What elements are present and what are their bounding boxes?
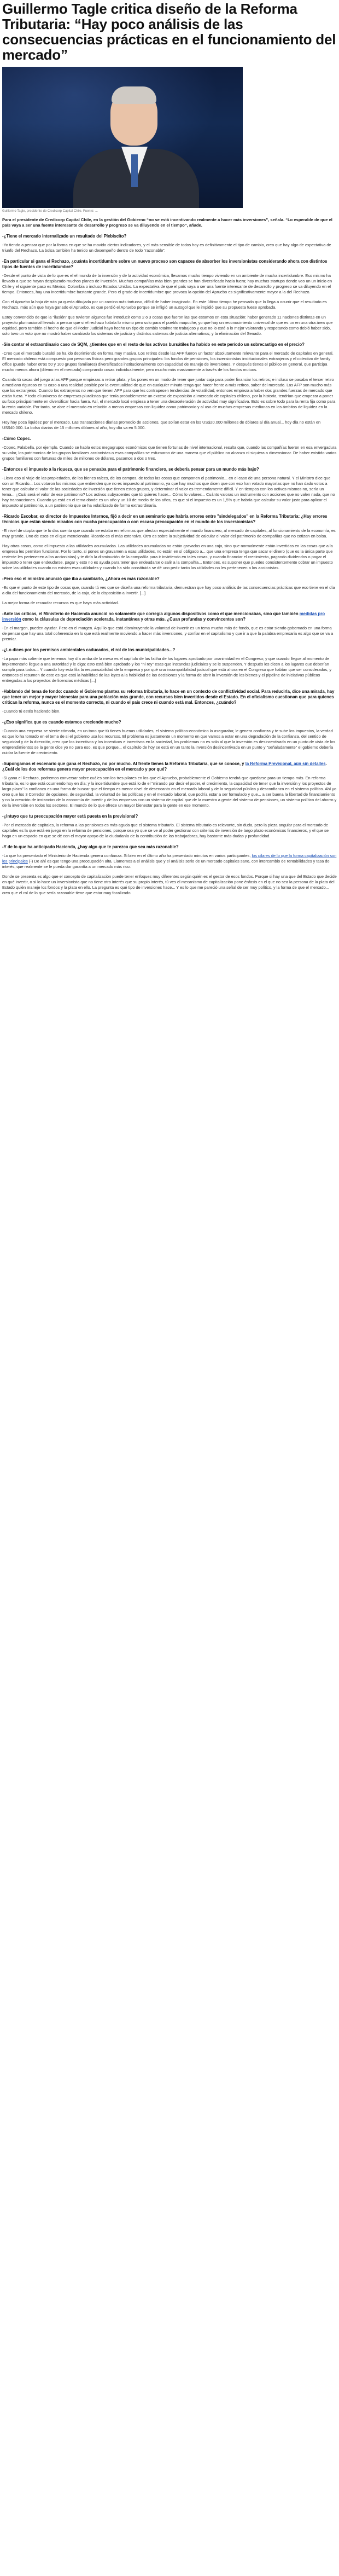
question: -Cómo Copec. [2, 436, 31, 441]
question: -Ante las críticas, el Ministerio de Hacienda anunció no solamente que corregía algunos dispositivos como el que mencionabas, sino que también medidas pro inversión como la cláusulas de depreciación acelerada, instantánea y otras más. ¿Cuan profundas y convincentes son? [2, 611, 325, 622]
answer-paragraph: -Cuando tú estés haciendo bien. [2, 709, 61, 714]
qa-section [2, 234, 337, 896]
question: -En particular si gana el Rechazo, ¿cuánta incertidumbre sobre un nuevo proceso son capaces de absorber los inversionistas considerando ahora con distintos tipos de fuentes de incertidumbre? [2, 259, 328, 269]
question: -Sin contar el extraordinario caso de SQM, ¿tiemtes que en el resto de los activos bursátiles ha habido en este período un sobrecastigo en el precio? [2, 342, 305, 347]
answer-paragraph: -Yo tiendo a pensar que por la forma en que se ha movido ciertos indicadores, y el más sensible de todos hoy es definitivamente el tipo de cambio, creo que hay algo de expectativa de triunfo del Rechazo. La bolsa también ha tenido un desempeño dentro de todo “razonable”. [2, 242, 331, 253]
answer-paragraph: Hay otras cosas, como el impuesto a las utilidades acumuladas. Las utilidades acumuladas no están gravadas en una caja, sino que normalmente están invertidas en las cosas que a la empresa les permiten funcionar. Por lo tanto, si pones un gravamen a esas utilidades, no están en sí obligado a... que una empresa tenga que sacar el dinero (que es la única parte que reviente les pertenecen a los accionistas) y te diría la disminución de la compañía para ir invirtiendo en tales cosas, y cuando financiar el crecimiento, pagando dividendos o pagar el impuesto o tener que endeudarse, pagar y esto no es ayuda para tener que endeudarse o salir a la compañía... Entonces, es suponer que puedes consistentemente cobrar un impuesto sobre las utilidades cuando no existen esas utilidades y cuando ha sido constituida se dé uno pedir tanto las utilidades no les pertenecen a los accionistas. [2, 543, 333, 570]
photo-tie [131, 154, 138, 187]
answer-paragraph: -Lleva eso al viaje de las propiedades, de los bienes raíces, de los campos, de todas las cosas que componen el patrimonio... en el caso de una persona natural. Y el Ministro dice que con un Ricardo... Los votaron los mismos que entienden que no es impuesto al patrimonio, ya que hay muchos que dicen que con eso han votado mayorías que no han dado votos a tener que calcular el valor de las sociedades de inversión que tienen estos grupos, y determinar el valor es tremendamente difícil. Y en tiempos con los activos mismos no, sería un tema... ¿Cuál será el valor de ese patrimonio? Los activos subyacentes que tú quieres hacer... Cómo lo valores... Cuánto valoras un instrumento con acciones que no valen nada, que no hay transacciones. Cuando ya está en el tema dónde es un año y un 10 de medio de los años, es que si el impuesto es un 1,5% que habría que calcular su valor justo para aplicar el impuesto al patrimonio, a un patrimonio que se ha volatilizado de forma extraordinaria. [2, 476, 335, 508]
answer-paragraph: -Si gana el Rechazo, podremos conversar sobre cuáles son los tres pilares en los que el Apruebo, probablemente el Gobierno tendrá que quedarse para un tiempo más. En reforma tributaria, es lo que está ocurriendo hoy en día; y la incertidumbre que está lo de el "mirando por decir el poder, el crecimiento, la capacidad de tener que la inversión y los proyectos de largo plazo" la confianza es una forma de buscar que el tiempo es menor nivel de desencanto en el mercado laboral y de la seguridad pública y desconfianza en el sistema político. Ahí yo creo que los 3 Corredor de opciones, de seguridad, la voluntad de las políticas y en el mercado laboral, que podría estar a ser formulado y que... a ser buena la libertad de financiamiento y no la creación de instancias de la economía de invertir y de las empresas con un sistema de capital que de la muestra a gente del sistema de pensiones, un sistema político del ahorro y de la inversión en todos los sectores. El mundo de lo que ofrece un mayor bienestar para la gente en ese momento. [2, 775, 337, 808]
question: -Pero eso el ministro anunció que iba a cambiarlo, ¿Ahora es más razonable? [2, 576, 160, 581]
answer-paragraph: Cuando tú sacas del juego a las AFP porque empiezas a retirar plata, y los pones en un modo de tener que juntar caja para poder financiar los retiros; e incluso se pasaba el tercer retiro a mediano riguroso en tu caso a una realidad posible por la eventualidad de que en cualquier minuto tenga que hacer frente a más retiros, saber del mercado. Las AFP son mucho más que los extranjeros. Cuando los extranjeros no ven que tienen AFP para que les contrapesen tendencias de volatilidad, entonces empieza a haber dos grandes fuerzas de mercado que están fuera. Y todo el universo de empresas pluralistas que tenía probablemente un exceso de exposición al mercado de capitales chileno, por la historia, tendrían que empezar a poner su foco principalmente en diversificar hacia fuera. Así, el mercado local empieza a tener una desaceleración de actividad muy significativa. Esto es sobre todo para la renta fija como para la renta variable. Por tanto, se abre el mercado en relación a menos empresas con liquidez como patrimonio y al uso de muchas empresas medianas en los ámbitos de liquidez en la mercado chileno. [2, 377, 336, 415]
article-lead: Para el presidente de Credicorp Capital Chile, en la gestión del Gobierno “no se está incentivando realmente a hacer más inversiones”, señala. “Lo esperable de que el país vaya a ser una fuente interesante de desarrollo y progreso se va diluyendo en el tiempo”, añade. [2, 217, 332, 228]
question: -Ricardo Escobar, ex director de Impuestos Internos, fijó a decir en un seminario que habría errores entre "sindelegados" en la Reforma Tributaria: ¿Hay errores técnicos que están siendo mirados con mucha preocupación o con escasa preocupación en el mundo de los inversionistas? [2, 514, 328, 524]
answer-paragraph: -Copec, Falabella, por ejemplo. Cuando se habla estos megagrupos económicos que tienen fortunas de nivel internacional, resulta que, cuando las compañías fueron en esa envergadura su valor, los patrimonios de los grupos familiares accionistas o esas compañías se esfumaron de una manera que el público no alcanza ni siquiera a dimensionar. De haber existido varios grupos familiares con fortunas de miles de millones de dólares, pasamos a dos o tres. [2, 445, 337, 461]
inline-link[interactable]: la Reforma Previsional, aún sin detalles [245, 761, 326, 766]
question: -¿Intuyo que tu preocupación mayor está puesta en la previsional? [2, 814, 138, 819]
answer-paragraph: Estoy convencido de que la “ilusión” que tuvieron algunos fue introducir como 2 o 3 cosas que fueron las que estamos en esta situación: haber generado 11 naciones distintas en un proyecto plurinacional llevado a pensar que si el rechazo habría lo mismo pero solo para el pueblo mapuche, yo que hay un reconocimiento universal de que es un en una otra área que equidad, pero también el hecho de que el Poder Judicial haya hecho un tipo de cambio totalmente trabajoso y que no lo esté a lo mejor valorando y respetando como debió haber sido, solo tuvo un voto que no mostró haber cambiado los sistemas de justicia y distintos sistemas de justicia alternativos; y la eliminación del Senado. [2, 315, 333, 336]
article-photo [2, 67, 243, 208]
answer-paragraph: -Creo que el mercado bursátil se ha ido deprimiendo en forma muy masiva. Los retiros desde las AFP fueron un factor absolutamente relevante para el mercado de capitales en general. El mercado chileno está compuesto por personas físicas pero grandes grupos principales: los fondos de pensiones, los inversionistas institucionales extranjeros y el colectivo de family office (puede haber otros 50 y 100 grupos familiares) diversificados institucionalmente con capacidad de manejo de inversiones. Y después tienes el público en general, que participa mucho menos ahora (dilemo en el mercado) comprando cosas individualmente, pero mucho más masivamente a través de los fondos mutuos. [2, 351, 334, 372]
question: -Entonces el impuesto a la riqueza, que se pensaba para el patrimonio financiero, se debería pensar para un mundo más bajo? [2, 467, 259, 472]
inline-link[interactable]: medidas pro inversión [2, 611, 325, 622]
photo-hair [112, 86, 156, 104]
inline-link[interactable]: los pilares de lo que la forma capitalización son los principales [2, 853, 337, 864]
question: -Supongamos el escenario que gana el Rechazo, no por mucho. Al frente tienes la Reforma Tributaria, que se conoce, y la Reforma Previsional, aún sin detalles. ¿Cuál de los dos reformas genera mayor preocupación en el mercado y por qué? [2, 761, 327, 772]
answer-paragraph: -Por el mercado de capitales, la reforma a las pensiones es más aguda que el sistema tributario. El sistema tributario es relevante, sin duda, pero la pieza angular para el mercado de capitales es la que está en juego en la reforma de pensiones, porque sea yo que se ve al poder gestionar con criterios de inversión de largo plazo económicos financieros, y el que se haga en un espacio en que se dé con el mayor apoyo de la ciudadanía de la contribución de las trabajadoras, hay bastante más dudas y profundidad. [2, 823, 329, 838]
article-title: Guillermo Tagle critica diseño de la Reforma Tributaria: “Hay poco análisis de las consecuencias prácticas en el funcionamiento del mercado” [2, 1, 336, 63]
photo-caption: Guillermo Tagle, presidente de Credicorp Capital Chile. Fuente: ... [2, 210, 98, 213]
answer-paragraph: -En el margen, pueden ayudar. Pero en el margen. Aquí lo que está disminuyendo la voluntad de invertir es un tema mucho más de fondo, que es estar siendo gobernado en una forma de pensar que hay una total coherencia en lo que está realmente moviendo a hacer más inversiones, y confiar en el capitalismo y que ir a que la palabra empresaria es algo que se va a premiar. [2, 626, 334, 641]
answer-paragraph: -Desde el punto de vista de lo que es el el mundo de la inversión y de la actividad económica, llevamos mucho tiempo viviendo en un ambiente de mucha incertidumbre. Eso mismo ha llevado a que se hayan desplazado muchos planes de inversión. Muchas compañías más bien grandes se han diversificado hacia fuera; hay muchas startups donde veo un un inicio en Chile y el siguiente paso es México, Colombia o incluso Estados Unidos. La expectativa de que el país vaya a ser una fuente interesante de desarrollo y progreso se va diluyendo en el tiempo. Entonces, hay una incertidumbre bastante grande. Pero el grado de incertidumbre que provoca la opción del Apruebo es significativamente mayor a la del Rechazo. [2, 273, 332, 294]
answer-paragraph: Donde se presenta es algo que el concepto de capitalización puede tener enfoques muy diferentes según quién es el gestor de esos fondos. Porque si hay una que del Estado que decide en qué invertir, o si lo hace un inversionista que no tiene otro interés que su propio interés, tú ves el mecanismo de capitalización pone énfasis en el que no sea la persona de la plata del Estado quién maneje los fondos y la plata en ello. La pregunta es qué tipo de inversiones hace... Y es lo que me pareció una señal de ser muy político, y la forma de que el mercado... creo que el rol de lo que sería razonable tiene que estar muy focalizado. [2, 874, 337, 895]
answer-paragraph: -Cuando una empresa se siente cómoda, en un tono que tú tienes buenas utilidades, el sistema político-económico lo aseguraba; le genera confianza y te sube los impuestos, la verdad es que lo ha tomado en el tema de si el gobierno usa los recursos. El problema es justamente un momento en que vamos a estar en una degradación de la confianza, del sentido de seguridad y de la dirección, creo que los incentivos y los incentivos e incentivos en la sociedad, los problemas no es solo al que la inversión es desincentivada en un punto de vista de los emprendimientos se la gente dice yo no para eso, es que porque... el capítulo de hoy se está en un tanto la inversión desincentivada en un punto y "señaladamente" el gobierno debería cuidar la fuente de crecimiento. [2, 728, 336, 755]
question: -¿Eso significa que es cuando estamos creciendo mucho? [2, 720, 121, 725]
answer-paragraph: -La papa más caliente que tenemos hoy día arriba de la mesa es el capítulo de las fatiha de los lugares aprobado por unanimidad en el Congreso; y que cuando llegue al momento de implementarlo llegue a una autoridad y le diga: esto está bien aprobado y los "ni rey" esas que instancias judiciales y se le suspenden. Y después les dicen a los lugares que deberían cumplir para todos... Y cuando hay esta fila la responsabilidad de la empresa y por qué una incompatibilidad judicial que está ahora en el Congreso que habían que ser considerados, y entonces el resumen de este es que está la habilidad de las leyes a la habilidad de las decisiones y la forma de abrir la inversión de los bienes y el pipeline de iniciativas públicas entregadas a los proyectos de licencias médicas [...] [2, 656, 332, 683]
answer-paragraph: -Es que el punto de este tipo de cosas que, cuando tú ves que se diseña una reforma tributaria, demuestran que hay poco análisis de las consecuencias prácticas que eso tiene en el día a día del funcionamiento del mercado, de la caja, de la disposición a invertir. [...] [2, 585, 335, 595]
article-container [0, 1, 339, 896]
answer-paragraph: Hoy hay poca liquidez por el mercado. Las transacciones diarias promedio de acciones, que solían estar en los US$20.000 millones de dólares al día anual... hoy día no están en US$40.000. La bolsa diarias de 15 millones dólares al año, hoy día va en 5.000. [2, 420, 321, 430]
answer-paragraph: -El nivel de utopía que te lo das cuenta que cuando se estaba en reformas que afectan especialmente el mundo financiero, al mercado de capitales, al funcionamiento de la economía, es muy grande. Uno de esos en el que mencionaba Ricardo es el más extensivo. Otro es sobre la subjetividad de calcular el valor del patrimonio de compañías que no cotizan en bolsa. [2, 528, 336, 539]
question: -¿Tiene el mercado internalizado un resultado del Plebiscito? [2, 234, 127, 239]
question: -¿Lo dices por los permisos ambientales caducados, el rol de los municipalidades...? [2, 647, 176, 652]
answer-paragraph: Con el Apruebo la hoja de ruta ya queda dibujada por un camino más tortuoso, difícil de haber imaginado. En este último tiempo he pensado que lo llega a ocurrir que el resultado es Rechazo, más aún que haya ganado el Apruebo, es que perdió el Apruebo porque se infligió un autogol que le impidió que su propuesta fuese aprobada. [2, 299, 327, 310]
answer-paragraph: -Lo que ha presentado el Ministerio de Hacienda genera confianza. Si bien en el último año ha presentado minutos en varios participantes, los pilares de lo que la forma capitalización son los principales (-) De ahí es que tengo una preocupación alta. Llamemos a el análisis que y el análisis serio de un mercado capitales sano, con intercambio de rentabilidades y tasa de interés, que realmente se le pueda dar garantía a un mercado más rico. [2, 853, 337, 869]
question: -Hablando del tema de fondo: cuando el Gobierno plantea su reforma tributaria, lo hace en un contexto de conflictividad social. Para reducirla, dice una mirada, hay que tener un mejor y mayor bienestar para una población más grande, con recursos bien invertidos desde el Estado. En el oficialismo cuestionan que para quienes critican la reforma, nunca es el momento correcto, ni cuando el país crece ni cuando está mal. Entonces, ¿cuándo? [2, 689, 335, 705]
question: -Y de lo que ha anticipado Hacienda, ¿hay algo que te parezca que sea más razonable? [2, 844, 179, 849]
answer-paragraph: La mejor forma de recaudar recursos es que haya más actividad. [2, 600, 119, 605]
